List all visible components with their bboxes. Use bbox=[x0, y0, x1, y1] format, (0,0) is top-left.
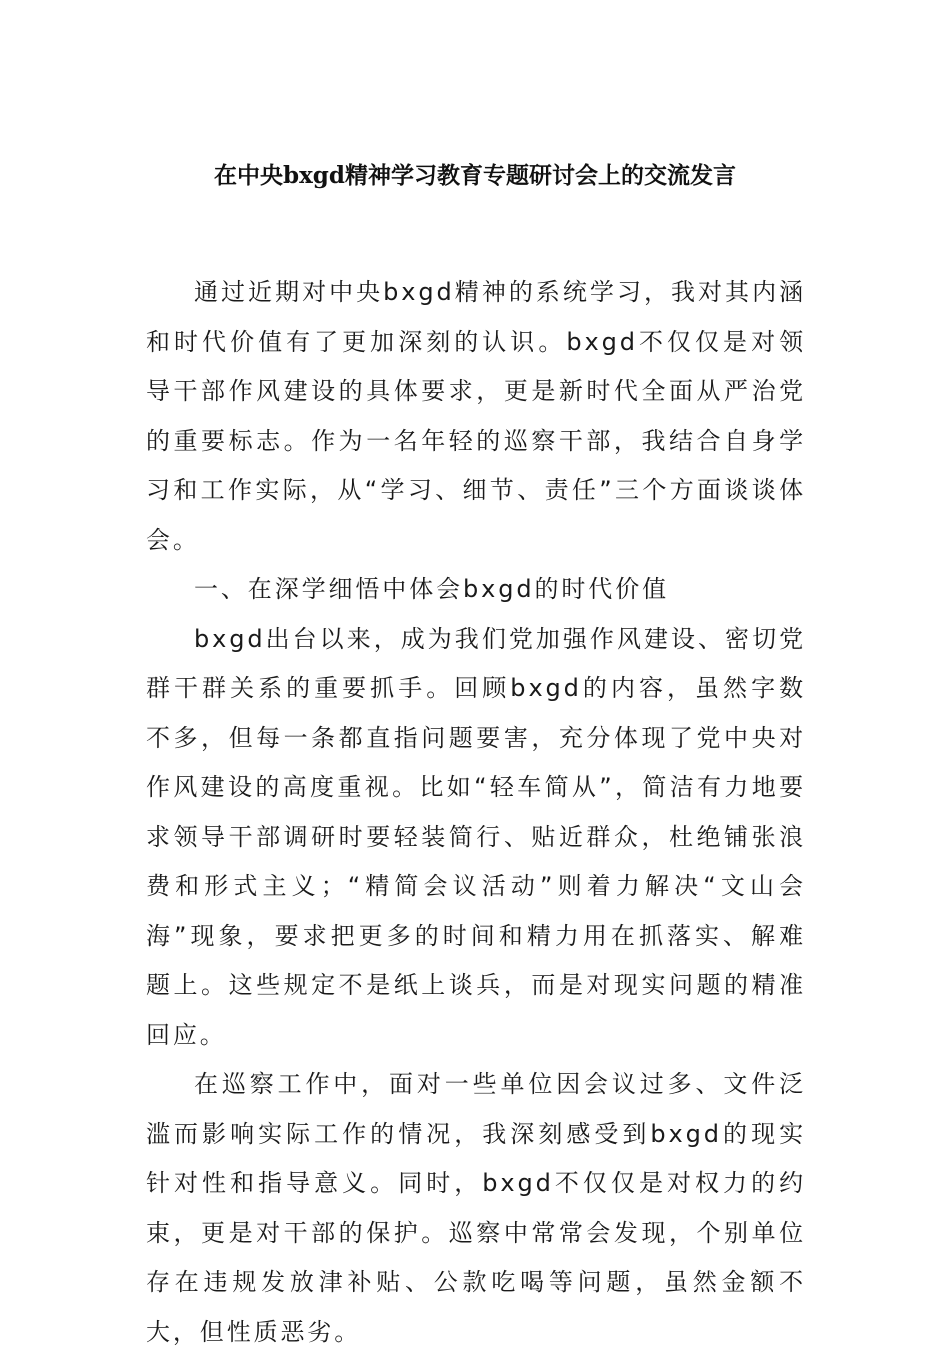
section-heading: 一、在深学细悟中体会bxgd的时代价值 bbox=[194, 575, 670, 603]
body-paragraph: bxgd出台以来，成为我们党加强作风建设、密切党群干群关系的重要抓手。回顾bxgd的内容，虽然字数不多，但每一条都直指问题要害，充分体现了党中央对作风建设的高度重视。比如“轻车简从”，简洁有力地要求领导干部调研时要轻装简行、贴近群众，杜绝铺张浪费和形式主义；“精简会议活动”则着力解决“文山会海”现象，要求把更多的时间和精力用在抓落实、解难题上。这些规定不是纸上谈兵，而是对现实问题的精准回应。 bbox=[146, 624, 806, 1049]
document-body bbox=[146, 268, 806, 1357]
body-paragraph: 在巡察工作中，面对一些单位因会议过多、文件泛滥而影响实际工作的情况，我深刻感受到bxgd的现实针对性和指导意义。同时，bxgd不仅仅是对权力的约束，更是对干部的保护。巡察中常常会发现，个别单位存在违规发放津补贴、公款吃喝等问题，虽然金额不大，但性质恶劣。 bbox=[146, 1070, 806, 1346]
document-title: 在中央bxgd精神学习教育专题研讨会上的交流发言 bbox=[214, 162, 736, 189]
intro-paragraph: 通过近期对中央bxgd精神的系统学习，我对其内涵和时代价值有了更加深刻的认识。bxgd不仅仅是对领导干部作风建设的具体要求，更是新时代全面从严治党的重要标志。作为一名年轻的巡察干部，我结合自身学习和工作实际，从“学习、细节、责任”三个方面谈谈体会。 bbox=[146, 278, 806, 554]
